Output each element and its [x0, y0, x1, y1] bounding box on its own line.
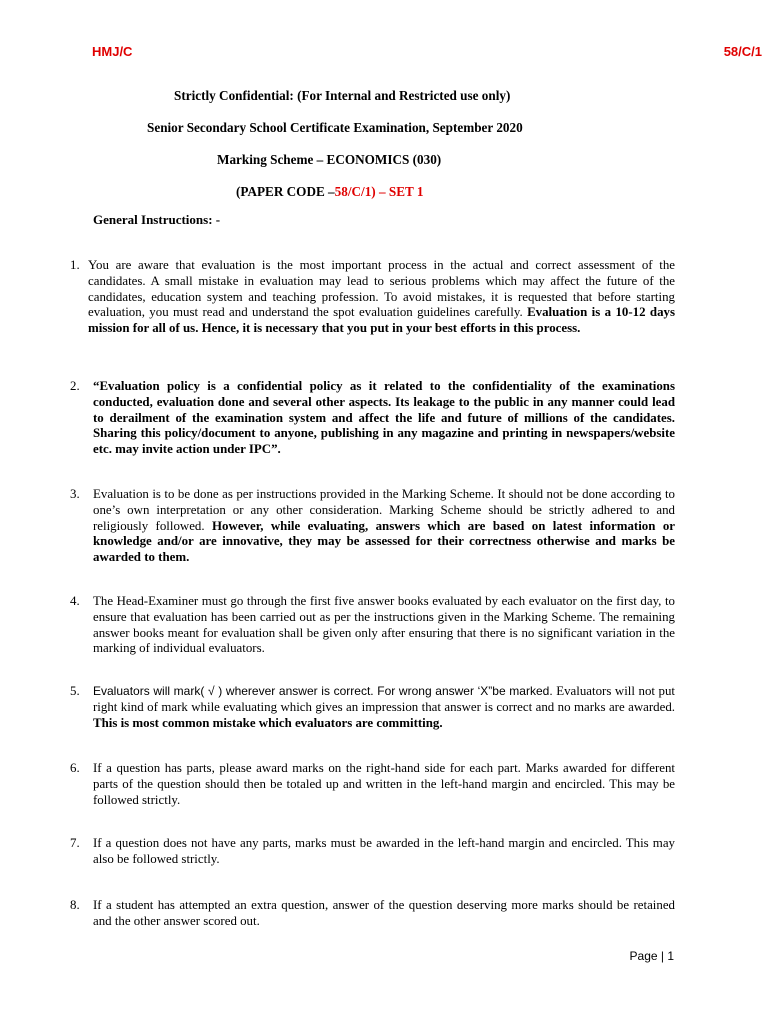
item-text: [93, 684, 675, 731]
confidential-title: Strictly Confidential: (For Internal and Restricted use only): [174, 88, 511, 103]
instruction-item: [70, 594, 675, 657]
item-number: 3.: [70, 487, 80, 501]
page-number: Page | 1: [629, 949, 674, 963]
item-body: Evaluation is to be done as per instructions provided in the Marking Scheme. It should not be done according to one’s own interpretation or any other consideration. Marking Scheme should be strictly adhered to and religiously followed.: [93, 487, 675, 533]
item-body: You are aware that evaluation is the most important process in the actual and correct assessment of the candidates. A small mistake in evaluation may lead to serious problems which may affect the future of the candidates, education system and teaching profession. To avoid mistakes, it is requested that before starting evaluation, you must read and understand the spot evaluation guidelines carefully.: [88, 258, 675, 320]
item-body: The Head-Examiner must go through the first five answer books evaluated by each evaluator on the first day, to ensure that evaluation has been carried out as per the instructions given in the Marking Scheme. The remaining answer books meant for evaluation shall be given only after ensuring that there is no significant variation in the marking of individual evaluators.: [93, 594, 675, 656]
item-body: If a question does not have any parts, marks must be awarded in the left-hand margin and encircled. This may also be followed strictly.: [93, 836, 675, 866]
item-text: [88, 258, 675, 337]
item-body: If a question has parts, please award marks on the right-hand side for each part. Marks awarded for different parts of the question should then be totaled up and written in the left-hand margin and encircled. This may be followed strictly.: [93, 761, 675, 807]
item-text: [93, 761, 675, 808]
instruction-item: [70, 258, 675, 337]
instruction-item: [70, 898, 675, 930]
item-emphasis: However, while evaluating, answers which are based on latest information or knowledge and/or are innovative, they may be assessed for their correctness otherwise and marks be awarded to them.: [93, 518, 675, 565]
instruction-item: [70, 684, 675, 731]
item-number: 1.: [70, 258, 80, 272]
general-instructions-heading: General Instructions: -: [93, 212, 221, 227]
item-emphasis: “Evaluation policy is a confidential policy as it related to the confidentiality of the examinations conducted, evaluation done and several other aspects. Its leakage to the public in any manner could lead to derailment of the examination system and affect the life and future of millions of the candidates. Sharing this policy/document to anyone, publishing in any magazine and printing in newspapers/website etc. may invite action under IPC”.: [93, 379, 675, 457]
item-number: 2.: [70, 379, 80, 393]
item-text: [93, 594, 675, 657]
marking-scheme-title: Marking Scheme – ECONOMICS (030): [217, 152, 442, 167]
item-emphasis: This is most common mistake which evaluators are committing.: [93, 715, 443, 730]
item-number: 5.: [70, 684, 80, 698]
item-number: 8.: [70, 898, 80, 912]
instruction-item: [70, 761, 675, 808]
item-number: 6.: [70, 761, 80, 775]
item-number: 7.: [70, 836, 80, 850]
item-text: [93, 379, 675, 458]
item-number: 4.: [70, 594, 80, 608]
paper-code-prefix: (PAPER CODE –: [236, 184, 335, 199]
item-text: [93, 836, 675, 868]
instruction-item: [70, 487, 675, 566]
header-code-left: HMJ/C: [92, 44, 133, 59]
exam-title: Senior Secondary School Certificate Examination, September 2020: [147, 120, 523, 135]
paper-code-title: [236, 184, 423, 200]
item-text: [93, 487, 675, 566]
item-marking-note: Evaluators will mark( √ ) wherever answer is correct. For wrong answer ‘X”be marked.: [93, 684, 553, 698]
item-text: [93, 898, 675, 930]
instruction-item: [70, 836, 675, 868]
instruction-item: [70, 379, 675, 458]
item-body: If a student has attempted an extra question, answer of the question deserving more marks should be retained and the other answer scored out.: [93, 898, 675, 928]
item-emphasis: Evaluation is a 10-12 days mission for all of us. Hence, it is necessary that you put in your best efforts in this process.: [88, 305, 675, 336]
header-code-right: 58/C/1: [723, 44, 762, 59]
paper-code-value: 58/C/1) – SET 1: [334, 184, 424, 199]
item-body: Evaluators will not put right kind of mark while evaluating which gives an impression that answer is correct and no marks are awarded.: [93, 684, 675, 714]
